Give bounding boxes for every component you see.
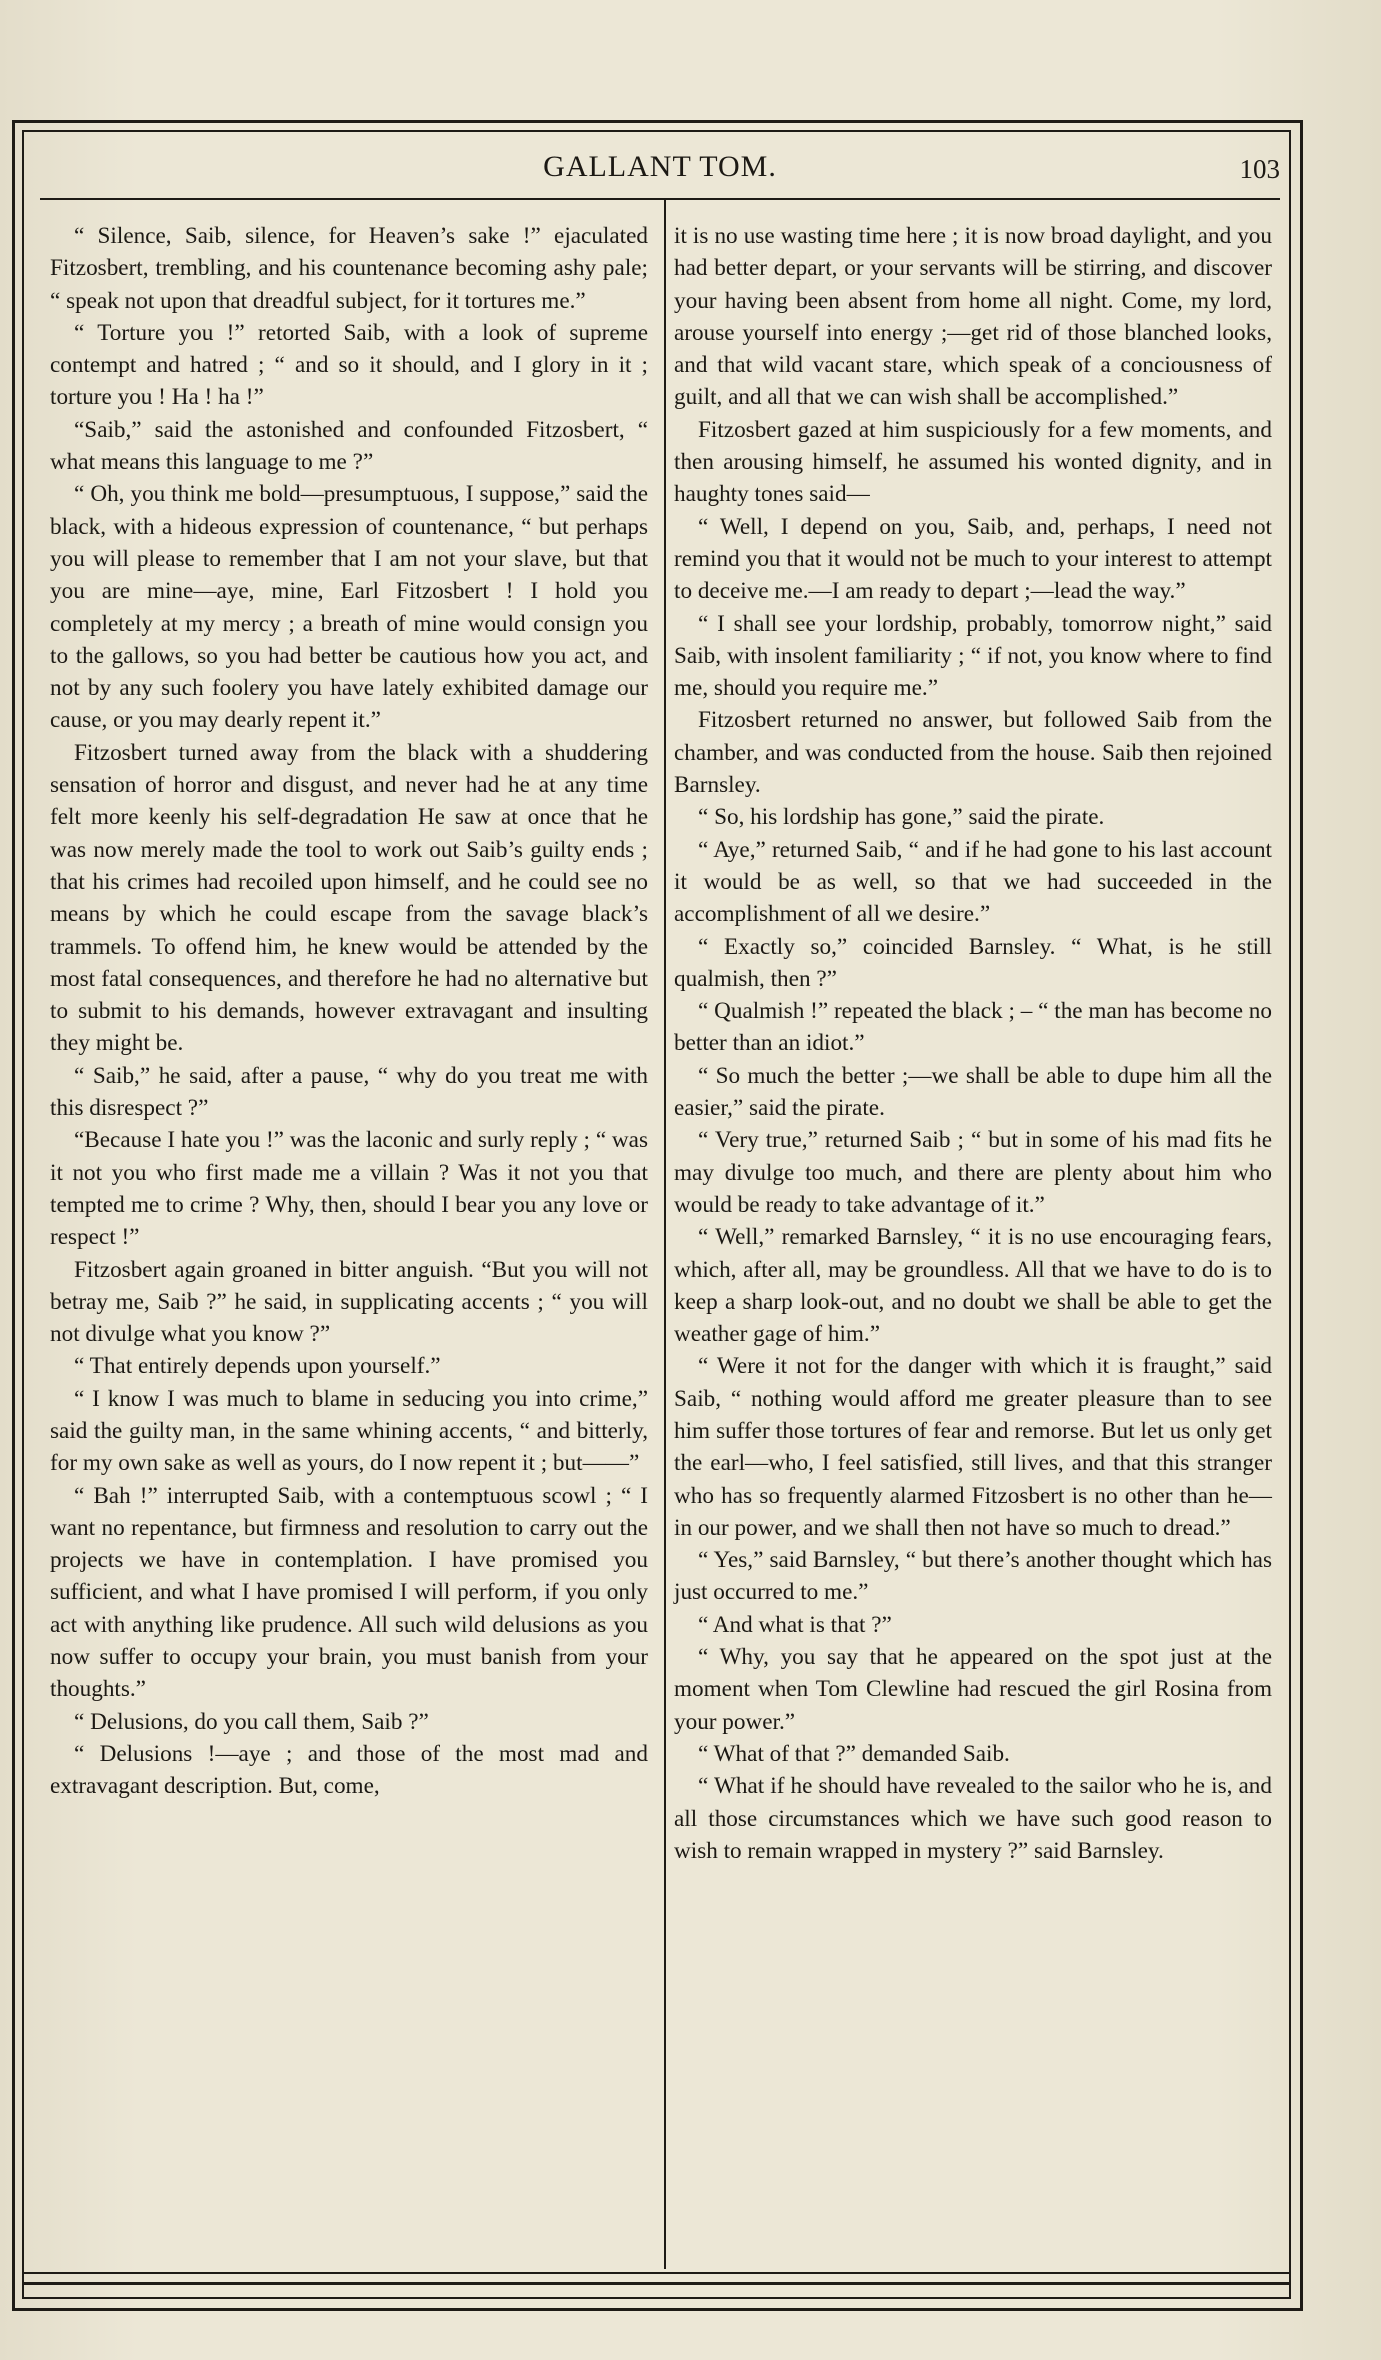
paragraph: “ What if he should have revealed to the sailor who he is, and all those circumstances which we have such good reason to wish to remain wrapped in mystery ?” said Barnsley. (674, 1773, 1272, 1864)
left-column (50, 220, 648, 1803)
right-column (674, 220, 1272, 1867)
paragraph: Fitzosbert gazed at him suspiciously for a few moments, and then arousing himself, he assumed his wonted dignity, and in haughty tones said— (674, 416, 1272, 508)
paragraph: “ Very true,” returned Saib ; “ but in some of his mad fits he may divulge too much, and there are plenty about him who would be ready to take advantage of it.” (674, 1127, 1272, 1218)
paragraph: “Saib,” said the astonished and confounded Fitzosbert, “ what means this language to me ?” (50, 416, 648, 476)
paragraph: “ Bah !” interrupted Saib, with a contemptuous scowl ; “ I want no repentance, but firmness and resolution to carry out the projects we have in contemplation. I have promised you sufficient, and what I have promised I will perform, if you only act with anything like prudence. All such wild delusions as you now suffer to occupy your brain, you must banish from your thoughts.” (50, 1482, 648, 1703)
paragraph: “ Torture you !” retorted Saib, with a look of supreme contempt and hatred ; “ and so it should, and I glory in it ; torture you ! Ha ! ha !” (50, 319, 648, 411)
paragraph: “ Well, I depend on you, Saib, and, perhaps, I need not remind you that it would not be much to your interest to attempt to deceive me.—I am ready to depart ;—lead the way.” (674, 513, 1272, 605)
paragraph: “ Exactly so,” coincided Barnsley. “ What, is he still qualmish, then ?” (674, 933, 1272, 992)
footer-rule (22, 2272, 1290, 2274)
paragraph: “ I know I was much to blame in seducing you into crime,” said the guilty man, in the same whining accents, “ and bitterly, for my own sake as well as yours, do I now repent it ; but——” (50, 1385, 648, 1477)
paragraph-continued: it is no use wasting time here ; it is now broad daylight, and you had better depart, or your servants will be stirring, and discover your having been absent from home all night. Come, my lord, arouse yourself into energy ;—get rid of those blanched looks, and that wild vacant stare, which speak of a conciousness of guilt, and all that we can wish shall be accomplished.” (674, 223, 1272, 411)
running-header (40, 140, 1280, 198)
paragraph: “ What of that ?” demanded Saib. (698, 1740, 1010, 1767)
paragraph: Fitzosbert again groaned in bitter anguish. “But you will not betray me, Saib ?” he said, in supplicating accents ; “ you will not divulge what you know ?” (50, 1256, 648, 1348)
header-rule (40, 198, 1280, 200)
paragraph: “ Delusions, do you call them, Saib ?” (74, 1708, 429, 1735)
paragraph: “ Why, you say that he appeared on the spot just at the moment when Tom Clewline had rescued the girl Rosina from your power.” (674, 1644, 1272, 1735)
paragraph: “ I shall see your lordship, probably, tomorrow night,” said Saib, with insolent familiarity ; “ if not, you know where to find me, should you require me.” (674, 610, 1272, 702)
column-divider (664, 199, 666, 2269)
paragraph: Fitzosbert returned no answer, but followed Saib from the chamber, and was conducted from the house. Saib then rejoined Barnsley. (674, 707, 1272, 799)
paragraph: “ That entirely depends upon yourself.” (74, 1353, 441, 1380)
paragraph: “ So much the better ;—we shall be able to dupe him all the easier,” said the pirate. (674, 1062, 1272, 1122)
running-title: GALLANT TOM. (543, 150, 777, 183)
paragraph: “ So, his lordship has gone,” said the pirate. (698, 804, 1105, 831)
paragraph: “ Yes,” said Barnsley, “ but there’s another thought which has just occurred to me.” (674, 1547, 1272, 1606)
paragraph: “ Saib,” he said, after a pause, “ why do you treat me with this disrespect ?” (50, 1062, 648, 1122)
paragraph: “ Aye,” returned Saib, “ and if he had gone to his last account it would be as well, so that we had succeeded in the accomplishment of all we desire.” (674, 836, 1272, 928)
paragraph: “Because I hate you !” was the laconic and surly reply ; “ was it not you who first made me a villain ? Was it not you that tempted me to crime ? Why, then, should I bear you any love or respect !” (50, 1127, 648, 1251)
paragraph: “ Oh, you think me bold—presumptuous, I suppose,” said the black, with a hideous expression of countenance, “ but perhaps you will please to remember that I am not your slave, but that you are mine—aye, mine, Earl Fitzosbert ! I hold you completely at my mercy ; a breath of mine would consign you to the gallows, so you had better be cautious how you act, and not by any such foolery you have lately exhibited damage our cause, or you may dearly repent it.” (50, 481, 648, 734)
paragraph: “ Well,” remarked Barnsley, “ it is no use encouraging fears, which, after all, may be groundless. All that we have to do is to keep a sharp look-out, and no doubt we shall be able to get the weather gage of him.” (674, 1224, 1272, 1348)
paragraph: “ Were it not for the danger with which it is fraught,” said Saib, “ nothing would afford me greater pleasure than to see him suffer those tortures of fear and remorse. But let us only get the earl—who, I feel satisfied, still lives, and that this stranger who has so frequently alarmed Fitzosbert is no other than he—in our power, and we shall then not have so much to dread.” (674, 1353, 1272, 1541)
page-number: 103 (1239, 154, 1280, 184)
paragraph: “ Qualmish !” repeated the black ; – “ the man has become no better than an idiot.” (674, 998, 1272, 1057)
paragraph: “ And what is that ?” (698, 1611, 892, 1638)
paragraph: “ Silence, Saib, silence, for Heaven’s sake !” ejaculated Fitzosbert, trembling, and his countenance becoming ashy pale; “ speak not upon that dreadful subject, for it tortures me.” (50, 223, 648, 314)
paragraph: “ Delusions !—aye ; and those of the most mad and extravagant description. But, come, (50, 1740, 648, 1800)
paragraph: Fitzosbert turned away from the black with a shuddering sensation of horror and disgust, and never had he at any time felt more keenly his self-degradation He saw at once that he was now merely made the tool to work out Saib’s guilty ends ; that his crimes had recoiled upon himself, and he could see no means by which he could escape from the savage black’s trammels. To offend him, he knew would be attended by the most fatal consequences, and therefore he had no alternative but to submit to his demands, however extravagant and insulting they might be. (50, 739, 648, 1057)
footer-rule-thick (22, 2282, 1290, 2285)
